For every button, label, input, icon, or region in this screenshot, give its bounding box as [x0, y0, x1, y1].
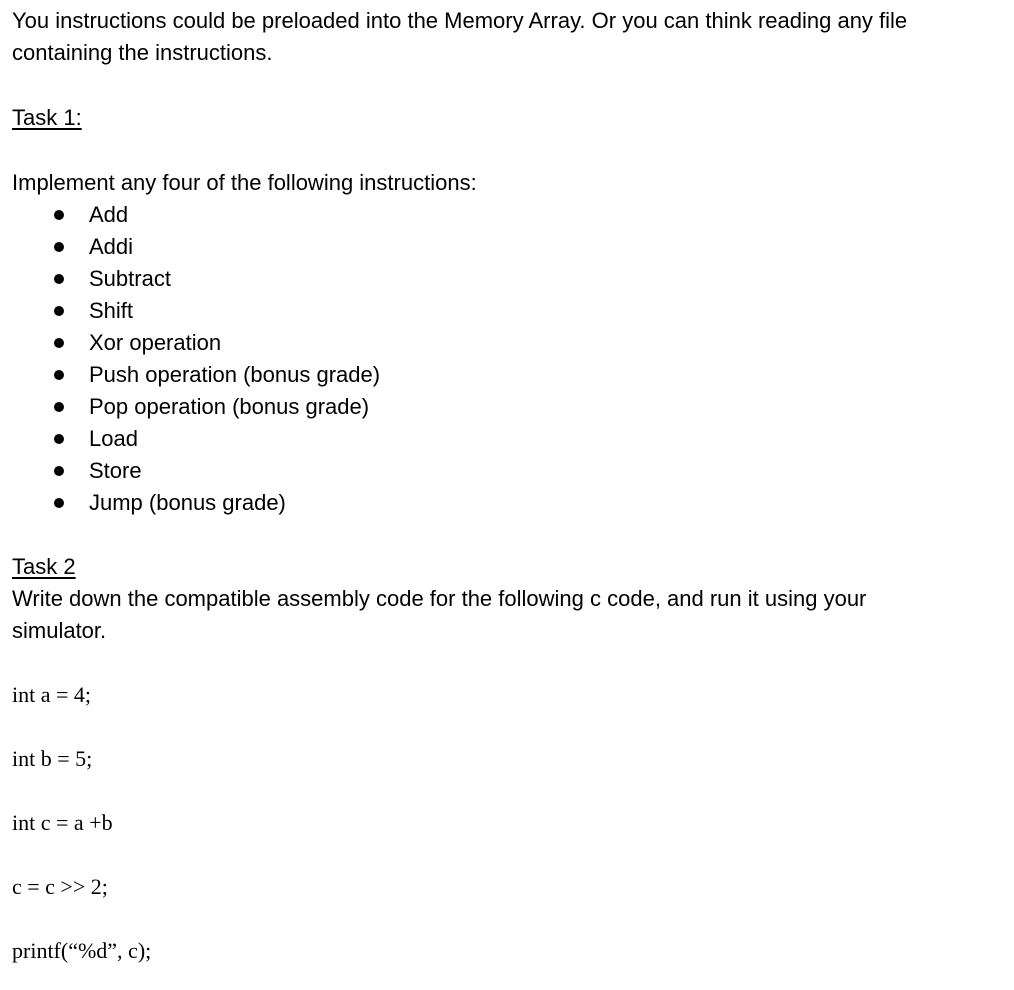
- list-item-label: Xor operation: [89, 330, 222, 355]
- bullet-icon: [54, 242, 64, 252]
- list-item-label: Subtract: [89, 266, 171, 291]
- list-item-label: Pop operation (bonus grade): [89, 394, 370, 419]
- code-line: int b = 5;: [12, 746, 93, 771]
- task1-prompt: Implement any four of the following instructions:: [12, 170, 477, 195]
- intro-line-2: containing the instructions.: [12, 40, 273, 65]
- bullet-icon: [54, 434, 64, 444]
- bullet-icon: [54, 466, 64, 476]
- list-item-label: Load: [89, 426, 138, 451]
- bullet-icon: [54, 306, 64, 316]
- code-line: printf(“%d”, c);: [12, 938, 152, 963]
- intro-line-1: You instructions could be preloaded into the Memory Array. Or you can think reading any file: [12, 8, 908, 33]
- bullet-icon: [54, 210, 64, 220]
- bullet-icon: [54, 338, 64, 348]
- task2-description-line-1: Write down the compatible assembly code for the following c code, and run it using your: [12, 586, 867, 611]
- task2-heading: Task 2: [12, 554, 76, 579]
- list-item-label: Add: [89, 202, 129, 227]
- list-item-label: Store: [89, 458, 142, 483]
- bullet-icon: [54, 402, 64, 412]
- bullet-icon: [54, 274, 64, 284]
- code-line: c = c >> 2;: [12, 874, 108, 899]
- list-item-label: Jump (bonus grade): [89, 490, 286, 515]
- task2-description-line-2: simulator.: [12, 618, 107, 643]
- list-item-label: Push operation (bonus grade): [89, 362, 381, 387]
- bullet-icon: [54, 498, 64, 508]
- list-item-label: Addi: [89, 234, 134, 259]
- code-line: int c = a +b: [12, 810, 113, 835]
- list-item-label: Shift: [89, 298, 134, 323]
- code-line: int a = 4;: [12, 682, 92, 707]
- bullet-icon: [54, 370, 64, 380]
- task1-heading: Task 1:: [12, 105, 82, 130]
